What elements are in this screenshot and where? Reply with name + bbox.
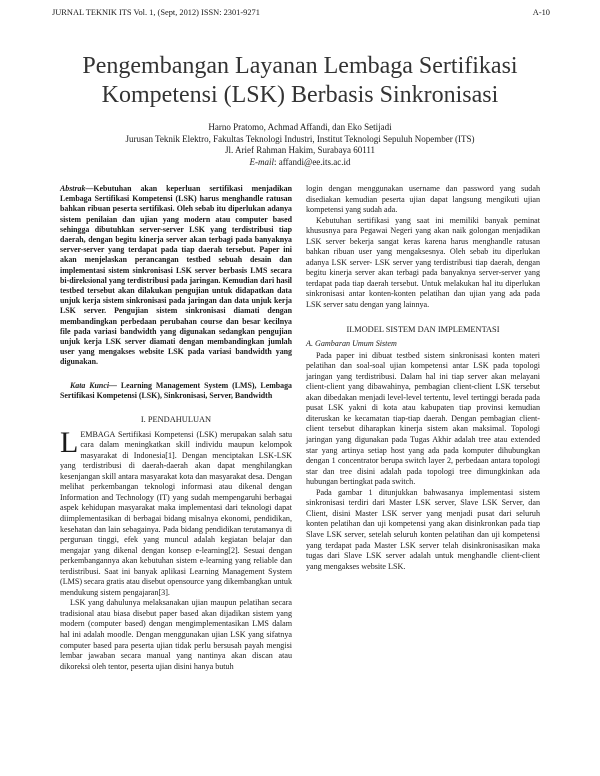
- keywords-text: — Learning Management System (LMS), Lembaga Sertifikasi Kompetensi (LSK), Sinkronisasi, Server, Bandwidth: [60, 380, 292, 400]
- author-names: Harno Pratomo, Achmad Affandi, dan Eko Setijadi: [208, 122, 392, 132]
- paper-title: [0, 52, 600, 110]
- drop-cap: L: [60, 425, 79, 459]
- subsection-heading-gambaran: A. Gambaran Umum Sistem: [306, 339, 397, 349]
- running-header: [52, 8, 550, 17]
- intro-paragraph-1: [60, 425, 292, 599]
- author-email-line: [0, 157, 600, 169]
- author-address: Jl. Arief Rahman Hakim, Surabaya 60111: [224, 145, 376, 156]
- intro-paragraph-2: LSK yang dahulunya melaksanakan ujian maupun pelatihan secara tradisional atau biasa disebut paper based akan dijadikan sistem yang modern (computer based) dengan mengimplementasikan LMS dalam hal ini adalah moodle. Dengan menggunakan ujian LSK yang sifatnya computer based para peserta ujian tidak perlu bersusah payah mengisi lembar jawaban secara manual yang nantinya akan discan atau dikoreksi oleh tentor, peserta ujian disini hanya butuh: [60, 598, 292, 671]
- keywords-label: Kata Kunci: [70, 380, 110, 390]
- section-heading-model-sistem: II.MODEL SISTEM DAN IMPLEMENTASI: [346, 324, 500, 334]
- model-paragraph-2: Pada gambar 1 ditunjukkan bahwasanya implementasi sistem sinkronisasi terdiri dari Master LSK server, Slave LSK Server, dan Client, disini Master LSK server yang menjadi pusat dari seluruh konten pelatihan dan uji kompetensi yang akan disinkronkan pada tiap Slave LSK server, setelah seluruh konten pelatihan dan uji kompetensi yang terdapat pada Master LSK server telah disinkronisasikan maka tugas dari Slave LSK server adalah untuk menghandle client-client yang mengakses website LSK.: [306, 487, 540, 571]
- intro-paragraph-3: Kebutuhan sertifikasi yang saat ini memiliki banyak peminat khususnya para Pegawai Negeri yang akan naik golongan menjadikan LSK server bekerja sangat keras karena harus menghandle ratusan bahkan ribuan user yang mengaksesnya. Oleh sebab itu diperlukan adanya LSK server- LSK server yang terdistribusi tiap daerah, dengan begitu kinerja server akan terbagi pada banyaknya server-server yang terdapat pada tiap daerah tersebut. Untuk melakukan hal itu diperlukan sinkronisasi antar konten-konten pelatihan dan ujian yang ada pada LSK server satu dengan yang lainnya.: [306, 215, 540, 310]
- abstract-text: —Kebutuhan akan keperluan sertifikasi menjadikan Lembaga Sertifikasi Kompetensi (LSK) harus menghandle ratusan bahkan ribuan peserta sertifikasi. Oleh sebab itu diperlukan adanya sistem penilaian dan ujian yang modern atau computer based sehingga dibutuhkan server-server LSK yang terdistribusi tiap daerah, dengan begitu kinerja server akan terbagi pada banyaknya server-server yang terdapat pada tiap daerah tersebut. Paper ini akan menjelaskan perancangan testbed sebuah desain dan implementasi sistem sinkronisasi LSK server berbasis LMS secara bi-direksional yang terdistribusi pada jaringan. Kemudian dari hasil testbed tersebut akan dilakukan pengujian untuk didapatkan data unjuk kerja sistem sinkronisasi pada jaringan dan data unjuk kerja LSK server. Pengujian sistem sinkronisasi diamati dengan membandingkan perbedaan perubahan course dan besar kecilnya file pada variasi bandwidth yang digunakan sedangkan pengujian unjuk kerja LSK server diamati dengan membandingkan jumlah user yang mengakses website LSK pada variasi bandwidth yang digunakan.: [60, 184, 292, 367]
- page-number: A-10: [532, 8, 550, 17]
- abstract-label: Abstrak: [60, 184, 86, 193]
- author-affiliation: Jurusan Teknik Elektro, Fakultas Teknologi Industri, Institut Teknologi Sepuluh Nopember (ITS): [125, 133, 475, 144]
- title-line-2: Kompetensi (LSK) Berbasis Sinkronisasi: [101, 82, 499, 108]
- keywords: [60, 381, 292, 401]
- intro-paragraph-1-text: EMBAGA Sertifikasi Kompetensi (LSK) merupakan salah satu cara dalam meningkatkan skill individu maupun kelompok masyarakat di Indonesia[1]. Dengan menciptakan LSK-LSK yang terdistribusi di daerah-daerah akan dapat menghilangkan kesenjangan skill antara masyarakat kota dan masyarakat desa. Dengan melihat perkembangan teknologi informasi atau dikenal dengan Information and Technology (IT) yang sudah mempengaruhi berbagai aspek kehidupan masyarakat maka implementasi dari teknologi dapat diimplementasikan di berbagai bidang misalnya ekonomi, pendidikan, kesehatan dan lain sebagainya. Pada bidang pendidikan terutamanya di perguruan tinggi, efek yang muncul adalah kegiatan belajar dan mengajar yang dikenal dengan konsep e-learning[2]. Sesuai dengan perkembangannya akan kebutuhan sistem e-learning yang reliable dan terdistribusi. Saat ini banyak aplikasi Learning Management System (LMS) secara gratis atau disebut opensource yang dikembangkan untuk mendukung sistem pengajaran[3].: [60, 429, 292, 597]
- author-block: [0, 122, 600, 168]
- abstract: [60, 184, 292, 368]
- title-line-1: Pengembangan Layanan Lembaga Sertifikasi: [82, 53, 518, 79]
- intro-paragraph-continued: login dengan menggunakan username dan password yang sudah disediakan kemudian peserta ujian dapat langsung mengikuti ujian kompetensi yang sudah ada.: [306, 184, 540, 215]
- email-label: E-mail: [249, 156, 274, 167]
- model-paragraph-1: Pada paper ini dibuat testbed sistem sinkronisasi konten materi pelatihan dan soal-soal ujian kompetensi antar LSK pada topologi jaringan yang terdistribusi. Dalam hal ini tiap server akan melayani client-client yang dibawahinya, pembagian client-client LSK tersebut akan dibedakan menjadi level-level tertentu, level tertinggi berada pada pusat LSK yakni di kota atau kabupaten tiap provinsi kemudian diteruskan ke kecamatan tiap-tiap daerah. Dengan pembagian client-client tersebut diharapkan kinerja sistem akan maksimal. Topologi jaringan yang digunakan pada Tugas Akhir adalah tree atau extended star yang artinya setiap host yang ada pada komputer dihubungkan dengan 1 concentrator berupa switch layer 2, perbedaan antara topologi star dan tree disini adalah pada topologi tree dimungkinkan ada hubungan bertingkat pada switch.: [306, 350, 540, 487]
- section-heading-pendahuluan: I. PENDAHULUAN: [140, 415, 212, 425]
- journal-info: JURNAL TEKNIK ITS Vol. 1, (Sept, 2012) ISSN: 2301-9271: [52, 8, 260, 17]
- left-column: [60, 184, 292, 672]
- author-email[interactable]: : affandi@ee.its.ac.id: [273, 156, 351, 167]
- right-column: [306, 184, 540, 572]
